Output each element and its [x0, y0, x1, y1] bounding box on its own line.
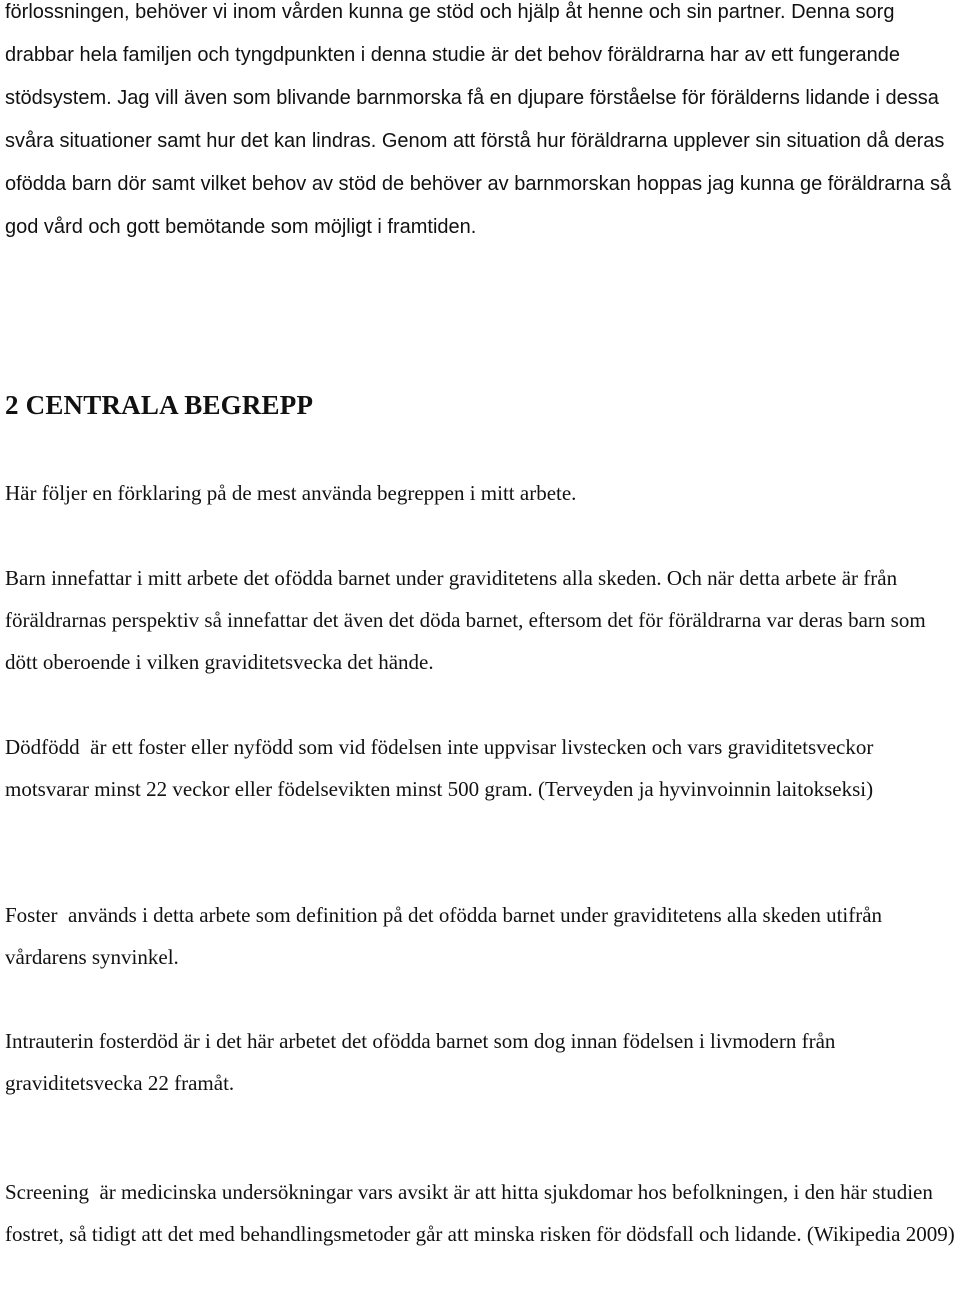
definition-screening: [5, 1171, 957, 1255]
definition-text: innefattar i mitt arbete det ofödda barnet under graviditetens alla skeden. Och när detta arbete är från föräldrarnas perspektiv så innefattar det även det döda barnet, eftersom det för föräldrarna var deras barn som dött oberoende i vilken graviditetsvecka det hände.: [5, 566, 931, 674]
definition-term: Screening: [5, 1180, 89, 1204]
definition-text: är ett foster eller nyfödd som vid födelsen inte uppvisar livstecken och vars graviditetsveckor motsvarar minst 22 veckor eller födelsevikten minst 500 gram. (Terveyden ja hyvinvoinnin laitokseksi): [5, 735, 879, 801]
section-lead-paragraph: Här följer en förklaring på de mest använda begreppen i mitt arbete.: [5, 481, 577, 505]
definition-term: Barn: [5, 566, 46, 590]
definition-text: är i det här arbetet det ofödda barnet som dog innan födelsen i livmodern från graviditetsvecka 22 framåt.: [5, 1029, 841, 1095]
intro-text-part-2: Jag vill även som blivande barnmorska få en djupare förståelse för förälderns lidande i dessa svåra situationer samt hur det kan lindras.: [5, 87, 945, 152]
definition-text: används i detta arbete som definition på det ofödda barnet under graviditetens alla skeden utifrån vårdarens synvinkel.: [5, 903, 888, 969]
intro-paragraph: [5, 0, 957, 248]
definition-term: Intrauterin fosterdöd: [5, 1029, 179, 1053]
definition-dodfodd: [5, 726, 957, 810]
intro-text-part-1: förlossningen, behöver vi inom vården kunna ge stöd och hjälp åt henne och sin partner. Denna sorg drabbar hela familjen och tyngdpunkten i denna studie är det behov föräldrarna har av ett fungerande stödsystem.: [5, 1, 906, 109]
definition-term: Dödfödd: [5, 735, 80, 759]
definition-barn: [5, 557, 957, 683]
definition-foster: [5, 894, 957, 978]
definition-term: Foster: [5, 903, 58, 927]
intro-text-part-3: Genom att förstå hur föräldrarna upplever sin situation då deras ofödda barn dör samt vilket behov av stöd de behöver av barnmorskan hoppas jag kunna ge föräldrarna så god vård och gott bemötande som möjligt i framtiden.: [5, 130, 957, 238]
definition-text: är medicinska undersökningar vars avsikt är att hitta sjukdomar hos befolkningen, i den här studien fostret, så tidigt att det med behandlingsmetoder går att minska risken för dödsfall och lidande. (Wikipedia 2009): [5, 1180, 955, 1246]
section-heading: 2 CENTRALA BEGREPP: [5, 390, 314, 420]
definition-intrauterin-fosterdod: [5, 1020, 957, 1104]
